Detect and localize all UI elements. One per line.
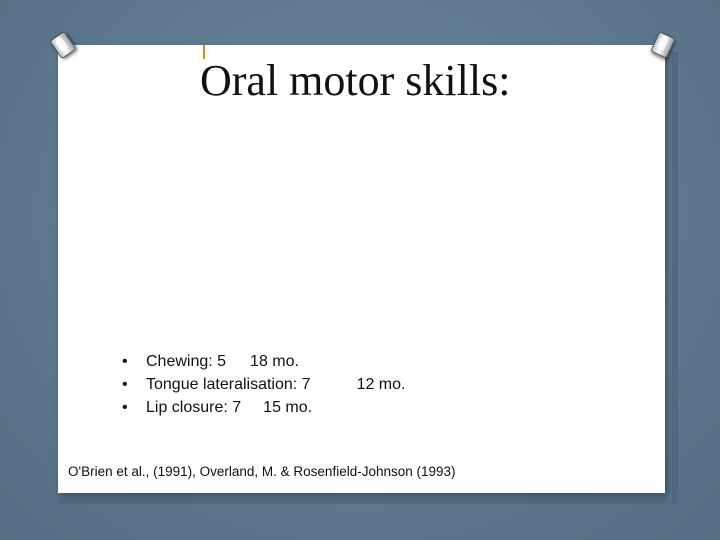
bullet-icon: • bbox=[122, 376, 128, 393]
bullet-label: Tongue lateralisation: 7 bbox=[146, 376, 311, 393]
slide-board bbox=[58, 45, 665, 493]
bullet-item-chewing bbox=[122, 350, 405, 373]
bullet-label: Lip closure: 7 bbox=[146, 399, 242, 416]
bullet-label: Chewing: 5 bbox=[146, 353, 227, 370]
bullet-item-tongue bbox=[122, 373, 405, 396]
slide-title: Oral motor skills: bbox=[200, 56, 511, 105]
citation: O'Brien et al., (1991), Overland, M. & Rosenfield-Johnson (1993) bbox=[68, 464, 456, 479]
bullet-item-lip bbox=[122, 396, 405, 419]
bullet-icon: • bbox=[122, 353, 128, 370]
bullet-value: 12 mo. bbox=[356, 376, 406, 393]
board-shadow-right bbox=[672, 52, 678, 504]
bullet-list bbox=[122, 350, 405, 419]
bullet-icon: • bbox=[122, 399, 128, 416]
bullet-value: 15 mo. bbox=[263, 399, 313, 416]
board-shadow-bottom bbox=[58, 498, 665, 504]
bullet-value: 18 mo. bbox=[250, 353, 299, 370]
